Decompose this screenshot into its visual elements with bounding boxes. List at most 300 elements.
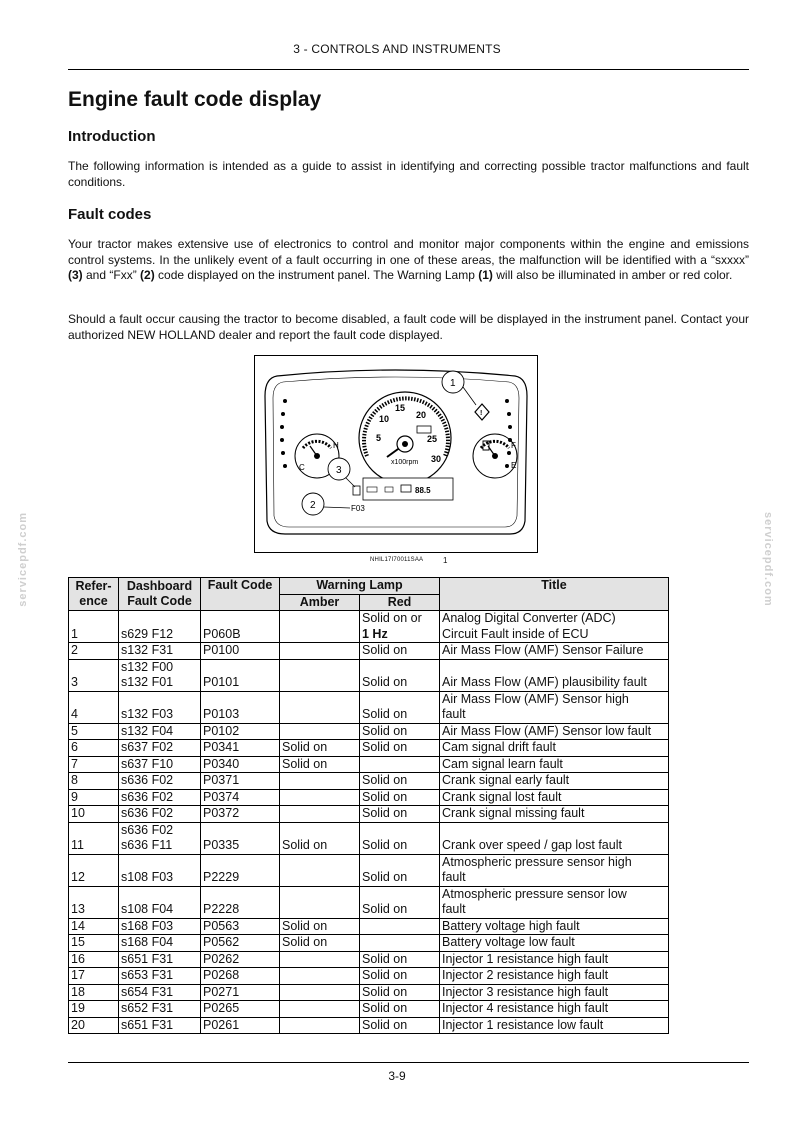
cell-red-text: Solid on bbox=[362, 951, 408, 966]
fault-codes-paragraph-2: Should a fault occur causing the tractor to become disabled, a fault code will be displayed in the instrument panel. Contact your authorized NEW HOLLAND dealer and report the fault code displayed. bbox=[68, 312, 749, 342]
para-text: and “Fxx” bbox=[82, 268, 141, 282]
cell-reference-text: 18 bbox=[71, 984, 85, 999]
tach-number-5: 5 bbox=[376, 433, 382, 443]
col-header-red: Red bbox=[360, 594, 440, 611]
table-row bbox=[69, 968, 669, 985]
cell-fault-code bbox=[201, 611, 280, 643]
callout-3-label: 3 bbox=[336, 465, 342, 476]
cell-title bbox=[440, 773, 669, 790]
cell-red bbox=[360, 740, 440, 757]
cell-reference bbox=[69, 918, 119, 935]
cell-title bbox=[440, 968, 669, 985]
rpm-label: x100rpm bbox=[391, 459, 419, 466]
cell-fault-code-text: P0562 bbox=[203, 935, 240, 949]
cell-fault-code-text: P0268 bbox=[203, 968, 240, 982]
cell-title bbox=[440, 643, 669, 660]
cell-reference bbox=[69, 951, 119, 968]
cell-reference bbox=[69, 968, 119, 985]
cell-dashboard-code-text: s108 F04 bbox=[121, 902, 174, 916]
cell-amber bbox=[280, 886, 360, 918]
cell-dashboard-code-text: s652 F31 bbox=[121, 1001, 174, 1015]
cell-title bbox=[440, 611, 669, 643]
cell-red bbox=[360, 756, 440, 773]
cell-title-text: Battery voltage high fault bbox=[442, 918, 580, 933]
cell-title-text: Air Mass Flow (AMF) Sensor high bbox=[442, 691, 629, 706]
cell-title bbox=[440, 806, 669, 823]
cell-fault-code-text: P0265 bbox=[203, 1001, 240, 1015]
header-rule bbox=[68, 69, 749, 70]
cell-reference bbox=[69, 659, 119, 691]
cell-amber bbox=[280, 918, 360, 935]
cell-dashboard-code bbox=[119, 918, 201, 935]
cell-reference-text: 11 bbox=[71, 838, 84, 852]
table-row bbox=[69, 984, 669, 1001]
cell-amber bbox=[280, 984, 360, 1001]
cell-title bbox=[440, 935, 669, 952]
col-header-amber: Amber bbox=[280, 594, 360, 611]
cell-title-text: Injector 1 resistance low fault bbox=[442, 1017, 604, 1032]
cell-red bbox=[360, 789, 440, 806]
cell-dashboard-code-text: s108 F03 bbox=[121, 870, 174, 884]
cell-fault-code-text: P0103 bbox=[203, 707, 240, 721]
cell-amber-text: Solid on bbox=[282, 756, 328, 771]
table-row bbox=[69, 1017, 669, 1034]
cell-red-text: Solid on bbox=[362, 1017, 408, 1032]
cell-reference bbox=[69, 984, 119, 1001]
cell-title-text: Analog Digital Converter (ADC) bbox=[442, 611, 616, 625]
cell-reference bbox=[69, 756, 119, 773]
cell-dashboard-code-text: s651 F31 bbox=[121, 1017, 174, 1032]
cell-amber bbox=[280, 789, 360, 806]
cell-title bbox=[440, 789, 669, 806]
cell-title bbox=[440, 822, 669, 854]
cell-red bbox=[360, 984, 440, 1001]
cell-amber bbox=[280, 723, 360, 740]
cell-red bbox=[360, 643, 440, 660]
lcd-fault-code: F03 bbox=[351, 504, 365, 513]
cell-dashboard-code bbox=[119, 740, 201, 757]
cell-fault-code bbox=[201, 723, 280, 740]
cell-title bbox=[440, 854, 669, 886]
cell-reference bbox=[69, 822, 119, 854]
para-text: Your tractor makes extensive use of electronics to control and monitor major components within the engine and emissions control systems. In the unlikely event of a fault occurring in one of these areas, the malfunction will be identified with a “sxxxx” bbox=[68, 237, 749, 267]
cell-fault-code-text: P0262 bbox=[203, 951, 240, 966]
fuel-gauge-low: E bbox=[511, 461, 517, 470]
cell-amber bbox=[280, 951, 360, 968]
cell-red-text: Solid on bbox=[362, 968, 408, 982]
cell-reference-text: 16 bbox=[71, 951, 85, 966]
svg-text:!: ! bbox=[480, 410, 483, 417]
cell-title bbox=[440, 886, 669, 918]
cell-dashboard-code-text: s132 F01 bbox=[121, 675, 174, 689]
cell-title-text: Air Mass Flow (AMF) Sensor Failure bbox=[442, 643, 644, 657]
cell-reference-text: 9 bbox=[71, 789, 78, 804]
cell-title bbox=[440, 951, 669, 968]
cell-amber-text: Solid on bbox=[282, 935, 328, 949]
cell-fault-code bbox=[201, 984, 280, 1001]
cell-reference-text: 3 bbox=[71, 675, 78, 689]
page-title: Engine fault code display bbox=[68, 88, 322, 111]
instrument-panel-drawing bbox=[255, 356, 537, 552]
table-row bbox=[69, 951, 669, 968]
cell-amber-text: Solid on bbox=[282, 918, 328, 933]
callout-ref-1: (1) bbox=[478, 268, 493, 282]
cell-fault-code bbox=[201, 968, 280, 985]
cell-title bbox=[440, 1001, 669, 1018]
table-row bbox=[69, 740, 669, 757]
cell-reference-text: 12 bbox=[71, 870, 85, 884]
cell-red bbox=[360, 951, 440, 968]
table-row bbox=[69, 659, 669, 691]
lcd-value: 88.5 bbox=[415, 486, 431, 495]
cell-fault-code-text: P060B bbox=[203, 626, 241, 641]
left-indicator-dots bbox=[280, 399, 287, 468]
cell-title-text: Crank signal early fault bbox=[442, 773, 570, 787]
cell-dashboard-code bbox=[119, 659, 201, 691]
table-row bbox=[69, 643, 669, 660]
cell-fault-code-text: P2228 bbox=[203, 902, 240, 916]
table-row bbox=[69, 886, 669, 918]
tach-number-25: 25 bbox=[427, 434, 438, 444]
tach-number-20: 20 bbox=[416, 410, 427, 420]
page-header: 3 - CONTROLS AND INSTRUMENTS bbox=[293, 42, 501, 56]
cell-reference bbox=[69, 723, 119, 740]
cell-title-text: Crank over speed / gap lost fault bbox=[442, 838, 622, 852]
cell-title-text: fault bbox=[442, 707, 466, 721]
cell-title bbox=[440, 984, 669, 1001]
cell-title-text: fault bbox=[442, 902, 466, 916]
cell-fault-code bbox=[201, 740, 280, 757]
cell-dashboard-code-text: s168 F03 bbox=[121, 918, 174, 933]
cell-fault-code-text: P0372 bbox=[203, 806, 240, 820]
cell-dashboard-code-text: s168 F04 bbox=[121, 935, 174, 949]
cell-dashboard-code bbox=[119, 822, 201, 854]
cell-reference-text: 7 bbox=[71, 756, 78, 771]
cell-fault-code bbox=[201, 886, 280, 918]
callout-1-label: 1 bbox=[450, 378, 456, 389]
cell-amber bbox=[280, 806, 360, 823]
col-header-fault-code: Fault Code bbox=[201, 578, 280, 611]
cell-red-text: Solid on bbox=[362, 806, 408, 820]
cell-title bbox=[440, 723, 669, 740]
cell-reference-text: 4 bbox=[71, 707, 78, 721]
table-row bbox=[69, 756, 669, 773]
cell-reference bbox=[69, 740, 119, 757]
cell-dashboard-code bbox=[119, 951, 201, 968]
cell-dashboard-code-text: s629 F12 bbox=[121, 626, 174, 641]
cell-red-text: Solid on bbox=[362, 789, 408, 804]
cell-red-text: Solid on bbox=[362, 1001, 408, 1015]
cell-reference-text: 10 bbox=[71, 806, 85, 820]
tach-number-30: 30 bbox=[431, 454, 442, 464]
cell-fault-code-text: P0102 bbox=[203, 723, 240, 738]
cell-title bbox=[440, 918, 669, 935]
cell-fault-code bbox=[201, 918, 280, 935]
cell-fault-code-text: P0335 bbox=[203, 838, 240, 852]
cell-title-text: Atmospheric pressure sensor high bbox=[442, 854, 632, 869]
cell-title-text: Crank signal missing fault bbox=[442, 806, 585, 820]
watermark-left: servicepdf.com bbox=[17, 512, 29, 607]
cell-reference bbox=[69, 935, 119, 952]
cell-reference bbox=[69, 1001, 119, 1018]
cell-red bbox=[360, 659, 440, 691]
cell-red-text: 1 Hz bbox=[362, 626, 388, 641]
cell-reference bbox=[69, 691, 119, 723]
cell-dashboard-code bbox=[119, 773, 201, 790]
cell-fault-code bbox=[201, 1017, 280, 1034]
cell-reference-text: 5 bbox=[71, 723, 78, 738]
table-row bbox=[69, 854, 669, 886]
para-text: will also be illuminated in amber or red color. bbox=[492, 268, 733, 282]
col-header-title: Title bbox=[440, 578, 669, 611]
cell-red-text: Solid on bbox=[362, 675, 408, 689]
introduction-heading: Introduction bbox=[68, 128, 156, 145]
cell-dashboard-code bbox=[119, 854, 201, 886]
cell-amber-text: Solid on bbox=[282, 740, 328, 754]
cell-dashboard-code-text: s132 F31 bbox=[121, 643, 174, 657]
cell-dashboard-code bbox=[119, 984, 201, 1001]
cell-reference bbox=[69, 806, 119, 823]
cell-dashboard-code bbox=[119, 723, 201, 740]
cell-title-text: Injector 4 resistance high fault bbox=[442, 1001, 609, 1015]
cell-title-text: Cam signal learn fault bbox=[442, 756, 563, 771]
cell-red bbox=[360, 611, 440, 643]
cell-dashboard-code bbox=[119, 789, 201, 806]
cell-dashboard-code-text: s132 F03 bbox=[121, 707, 174, 721]
cell-amber bbox=[280, 691, 360, 723]
cell-amber bbox=[280, 659, 360, 691]
cell-reference bbox=[69, 611, 119, 643]
cell-dashboard-code bbox=[119, 806, 201, 823]
cell-amber bbox=[280, 1017, 360, 1034]
col-header-warning-lamp: Warning Lamp bbox=[280, 578, 440, 595]
figure-number: 1 bbox=[443, 556, 448, 565]
cell-red bbox=[360, 773, 440, 790]
cell-reference-text: 8 bbox=[71, 773, 78, 787]
lcd-display bbox=[363, 478, 453, 500]
cell-reference-text: 15 bbox=[71, 935, 85, 949]
cell-red bbox=[360, 935, 440, 952]
cell-title-text: Injector 3 resistance high fault bbox=[442, 984, 609, 999]
cell-amber bbox=[280, 1001, 360, 1018]
cell-fault-code bbox=[201, 691, 280, 723]
cell-title bbox=[440, 756, 669, 773]
cell-red bbox=[360, 918, 440, 935]
cell-fault-code bbox=[201, 806, 280, 823]
table-row bbox=[69, 806, 669, 823]
cell-fault-code-text: P0100 bbox=[203, 643, 240, 657]
figure-caption: NHIL17I70011SAA bbox=[370, 557, 424, 563]
cell-title-text: Battery voltage low fault bbox=[442, 935, 575, 949]
col-header-reference: Refer- ence bbox=[69, 578, 119, 611]
cell-fault-code bbox=[201, 643, 280, 660]
cell-title-text: Cam signal drift fault bbox=[442, 740, 556, 754]
cell-red-text: Solid on bbox=[362, 773, 408, 787]
cell-dashboard-code-text: s654 F31 bbox=[121, 984, 174, 999]
cell-title bbox=[440, 691, 669, 723]
cell-dashboard-code-text: s636 F02 bbox=[121, 789, 174, 804]
cell-fault-code-text: P2229 bbox=[203, 870, 240, 884]
col-header-dashboard-fault-code: Dashboard Fault Code bbox=[119, 578, 201, 611]
cell-fault-code bbox=[201, 822, 280, 854]
table-row bbox=[69, 935, 669, 952]
cell-dashboard-code-text: s636 F02 bbox=[121, 822, 174, 837]
cell-reference bbox=[69, 789, 119, 806]
temp-gauge-high: H bbox=[333, 441, 339, 450]
engine-icon bbox=[353, 486, 360, 495]
cell-dashboard-code-text: s637 F02 bbox=[121, 740, 174, 754]
cell-dashboard-code-text: s636 F02 bbox=[121, 806, 174, 820]
cell-red bbox=[360, 1017, 440, 1034]
cell-title-text: Injector 2 resistance high fault bbox=[442, 968, 609, 982]
cell-reference-text: 19 bbox=[71, 1001, 85, 1015]
cell-title-text: Atmospheric pressure sensor low bbox=[442, 886, 627, 901]
cell-reference bbox=[69, 854, 119, 886]
table-row bbox=[69, 691, 669, 723]
cell-title bbox=[440, 659, 669, 691]
cell-title bbox=[440, 740, 669, 757]
cell-amber bbox=[280, 643, 360, 660]
cell-red-text: Solid on bbox=[362, 707, 408, 721]
page-number: 3-9 bbox=[388, 1069, 406, 1083]
cell-red-text: Solid on bbox=[362, 870, 408, 884]
cell-dashboard-code-text: s651 F31 bbox=[121, 951, 174, 966]
cell-dashboard-code-text: s636 F02 bbox=[121, 773, 174, 787]
cell-dashboard-code-text: s637 F10 bbox=[121, 756, 174, 771]
cell-red bbox=[360, 886, 440, 918]
cell-red-text: Solid on or bbox=[362, 611, 422, 625]
instrument-panel-figure bbox=[254, 355, 538, 553]
cell-title-text: Crank signal lost fault bbox=[442, 789, 562, 804]
cell-reference bbox=[69, 1017, 119, 1034]
cell-title-text: Air Mass Flow (AMF) Sensor low fault bbox=[442, 723, 652, 738]
cell-reference-text: 14 bbox=[71, 918, 85, 933]
cell-fault-code-text: P0371 bbox=[203, 773, 240, 787]
cell-red-text: Solid on bbox=[362, 838, 408, 852]
tach-number-15: 15 bbox=[395, 403, 406, 413]
cell-fault-code bbox=[201, 854, 280, 886]
callout-ref-3: (3) bbox=[68, 268, 83, 282]
cell-fault-code bbox=[201, 951, 280, 968]
para-text: code displayed on the instrument panel. The Warning Lamp bbox=[154, 268, 479, 282]
callout-ref-2: (2) bbox=[140, 268, 155, 282]
cell-red bbox=[360, 691, 440, 723]
cell-red bbox=[360, 1001, 440, 1018]
cell-reference-text: 13 bbox=[71, 902, 85, 916]
cell-reference-text: 2 bbox=[71, 643, 78, 657]
cell-reference-text: 1 bbox=[71, 626, 78, 641]
cell-reference-text: 17 bbox=[71, 968, 85, 982]
cell-dashboard-code bbox=[119, 886, 201, 918]
cell-fault-code-text: P0261 bbox=[203, 1017, 240, 1032]
fault-codes-heading: Fault codes bbox=[68, 206, 152, 223]
cell-amber bbox=[280, 773, 360, 790]
cell-red bbox=[360, 822, 440, 854]
cell-fault-code-text: P0101 bbox=[203, 675, 240, 689]
footer-rule bbox=[68, 1062, 749, 1063]
cell-amber-text: Solid on bbox=[282, 838, 328, 852]
cell-dashboard-code bbox=[119, 1001, 201, 1018]
cell-red-text: Solid on bbox=[362, 643, 408, 657]
right-indicator-dots bbox=[505, 399, 512, 468]
cell-amber bbox=[280, 935, 360, 952]
cell-dashboard-code bbox=[119, 756, 201, 773]
watermark-right: servicepdf.com bbox=[762, 512, 774, 607]
introduction-text: The following information is intended as a guide to assist in identifying and correcting possible tractor malfunctions and fault conditions. bbox=[68, 159, 749, 189]
cell-amber bbox=[280, 822, 360, 854]
table-row bbox=[69, 1001, 669, 1018]
cell-title bbox=[440, 1017, 669, 1034]
table-row bbox=[69, 789, 669, 806]
fuel-gauge-high: F bbox=[511, 441, 516, 450]
cell-dashboard-code-text: s132 F00 bbox=[121, 659, 174, 674]
cell-dashboard-code bbox=[119, 643, 201, 660]
cell-title-text: Circuit Fault inside of ECU bbox=[442, 626, 589, 641]
cell-red bbox=[360, 968, 440, 985]
cell-dashboard-code bbox=[119, 968, 201, 985]
cell-red-text: Solid on bbox=[362, 902, 408, 916]
tach-number-10: 10 bbox=[379, 414, 390, 424]
cell-dashboard-code-text: s636 F11 bbox=[121, 838, 173, 852]
cell-dashboard-code bbox=[119, 691, 201, 723]
cell-amber bbox=[280, 756, 360, 773]
fault-codes-paragraph-1 bbox=[68, 237, 749, 284]
cell-fault-code bbox=[201, 773, 280, 790]
cell-amber bbox=[280, 740, 360, 757]
cell-fault-code bbox=[201, 659, 280, 691]
cell-fault-code bbox=[201, 935, 280, 952]
cell-red bbox=[360, 723, 440, 740]
cell-red-text: Solid on bbox=[362, 723, 408, 738]
table-row bbox=[69, 918, 669, 935]
cell-fault-code bbox=[201, 789, 280, 806]
cell-amber bbox=[280, 968, 360, 985]
table-row bbox=[69, 773, 669, 790]
cell-dashboard-code-text: s653 F31 bbox=[121, 968, 174, 982]
cell-fault-code bbox=[201, 756, 280, 773]
table-row bbox=[69, 611, 669, 643]
table-row bbox=[69, 723, 669, 740]
cell-fault-code-text: P0563 bbox=[203, 918, 240, 933]
cell-reference bbox=[69, 886, 119, 918]
cell-dashboard-code bbox=[119, 935, 201, 952]
cell-red bbox=[360, 806, 440, 823]
cell-dashboard-code bbox=[119, 611, 201, 643]
cell-amber bbox=[280, 854, 360, 886]
cell-title-text: Air Mass Flow (AMF) plausibility fault bbox=[442, 675, 647, 689]
cell-reference bbox=[69, 643, 119, 660]
cell-reference-text: 20 bbox=[71, 1017, 85, 1032]
table-row bbox=[69, 822, 669, 854]
callout-2-label: 2 bbox=[310, 500, 316, 511]
temp-gauge-low: C bbox=[299, 463, 305, 472]
cell-dashboard-code bbox=[119, 1017, 201, 1034]
cell-title-text: fault bbox=[442, 870, 466, 884]
cell-reference bbox=[69, 773, 119, 790]
cell-fault-code-text: P0374 bbox=[203, 789, 240, 804]
cell-red-text: Solid on bbox=[362, 740, 408, 754]
cell-fault-code-text: P0341 bbox=[203, 740, 240, 754]
cell-fault-code-text: P0340 bbox=[203, 756, 240, 771]
cell-amber bbox=[280, 611, 360, 643]
cell-red-text: Solid on bbox=[362, 984, 408, 999]
cell-reference-text: 6 bbox=[71, 740, 78, 754]
cell-red bbox=[360, 854, 440, 886]
cell-fault-code-text: P0271 bbox=[203, 984, 240, 999]
fault-code-table bbox=[68, 577, 669, 1034]
cell-title-text: Injector 1 resistance high fault bbox=[442, 951, 609, 966]
cell-fault-code bbox=[201, 1001, 280, 1018]
